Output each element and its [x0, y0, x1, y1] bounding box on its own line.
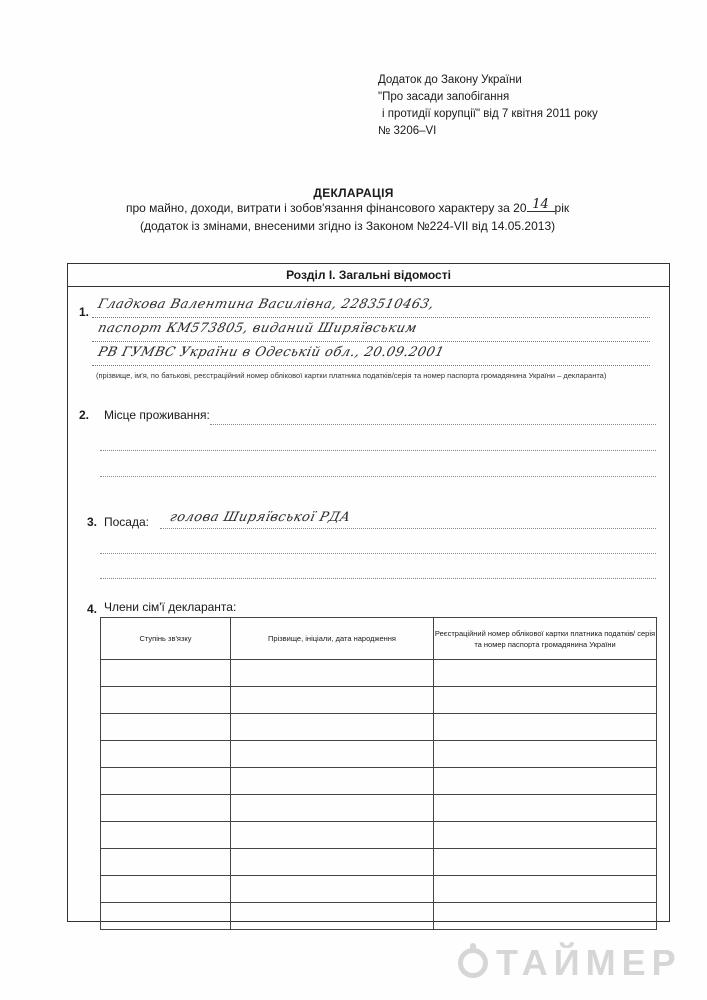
column-header-name: Прізвище, ініціали, дата народження: [231, 618, 434, 660]
subtitle-suffix: рік: [554, 201, 570, 215]
table-row: [101, 768, 657, 795]
section-title: Розділ І. Загальні відомості: [68, 264, 669, 287]
family-label: Члени сім'ї декларанта:: [104, 600, 237, 614]
table-cell: [101, 768, 231, 795]
table-row: [101, 795, 657, 822]
table-cell: [101, 714, 231, 741]
table-cell: [434, 903, 657, 930]
subtitle-text: про майно, доходи, витрати і зобов'язання фінансового характеру за 20: [126, 201, 527, 215]
table-row: [101, 876, 657, 903]
timer-logo-icon: [458, 948, 488, 978]
table-cell: [101, 687, 231, 714]
item-4-number: 4.: [87, 602, 98, 616]
table-cell: [434, 660, 657, 687]
residence-label: Місце проживання:: [104, 408, 210, 422]
law-reference-line: "Про засади запобігання: [378, 91, 510, 103]
position-line: [100, 553, 656, 554]
table-cell: [101, 660, 231, 687]
table-cell: [434, 849, 657, 876]
law-reference: [378, 72, 698, 140]
item-1-number: 1.: [79, 305, 90, 319]
watermark: [458, 942, 682, 984]
table-cell: [434, 876, 657, 903]
table-cell: [434, 768, 657, 795]
table-cell: [434, 714, 657, 741]
table-row: [101, 849, 657, 876]
item-2-number: 2.: [79, 408, 90, 422]
table-cell: [231, 768, 434, 795]
table-row: [101, 714, 657, 741]
table-row: [101, 687, 657, 714]
document-subtitle: [126, 197, 570, 216]
family-members-table: [100, 617, 657, 930]
column-header-relation: Ступінь зв'язку: [101, 618, 231, 660]
table-cell: [434, 822, 657, 849]
declarant-details-line: паспорт КМ573805, виданий Ширяївським: [96, 321, 419, 336]
position-line: [100, 578, 656, 579]
table-cell: [231, 660, 434, 687]
item-1-hint: (прізвище, ім'я, по батькові, реєстраційний номер облікової картки платника податків/серія та номер паспорта громадянина України – декларанта): [96, 371, 607, 380]
table-row: [101, 741, 657, 768]
position-label: Посада:: [104, 515, 149, 529]
table-cell: [101, 822, 231, 849]
table-cell: [101, 849, 231, 876]
document-amendment-note: (додаток із змінами, внесеними згідно із Законом №224-VII від 14.05.2013): [140, 219, 556, 233]
table-cell: [231, 714, 434, 741]
year-handwritten: 14: [527, 199, 555, 212]
table-cell: [231, 849, 434, 876]
residence-line: [210, 424, 656, 425]
table-cell: [231, 903, 434, 930]
table-header-row: [101, 618, 657, 660]
table-cell: [231, 687, 434, 714]
table-cell: [231, 876, 434, 903]
law-reference-line: Додаток до Закону України: [378, 74, 522, 86]
table-cell: [231, 795, 434, 822]
document-title: ДЕКЛАРАЦІЯ: [313, 186, 394, 200]
law-reference-line: № 3206–VI: [378, 125, 437, 137]
declarant-details-line: Гладкова Валентина Василівна, 2283510463,: [96, 297, 436, 312]
item-3-number: 3.: [87, 515, 98, 529]
table-row: [101, 660, 657, 687]
table-cell: [101, 876, 231, 903]
residence-line: [100, 450, 656, 451]
position-line: [160, 528, 656, 529]
table-cell: [101, 741, 231, 768]
residence-line: [100, 476, 656, 477]
table-cell: [434, 741, 657, 768]
table-cell: [434, 795, 657, 822]
table-cell: [101, 795, 231, 822]
position-handwritten: голова Ширяївської РДА: [168, 510, 353, 525]
law-reference-line: і протидії корупції" від 7 квітня 2011 року: [382, 108, 598, 120]
table-cell: [434, 687, 657, 714]
declarant-details-line: РВ ГУМВС України в Одеській обл., 20.09.2001: [96, 345, 446, 360]
watermark-text: ТАЙМЕР: [496, 942, 682, 983]
table-cell: [101, 903, 231, 930]
table-cell: [231, 822, 434, 849]
column-header-tax-id: Реєстраційний номер облікової картки платника податків/ серія та номер паспорта громадянина України: [434, 618, 657, 660]
table-cell: [231, 741, 434, 768]
table-row: [101, 903, 657, 930]
table-row: [101, 822, 657, 849]
